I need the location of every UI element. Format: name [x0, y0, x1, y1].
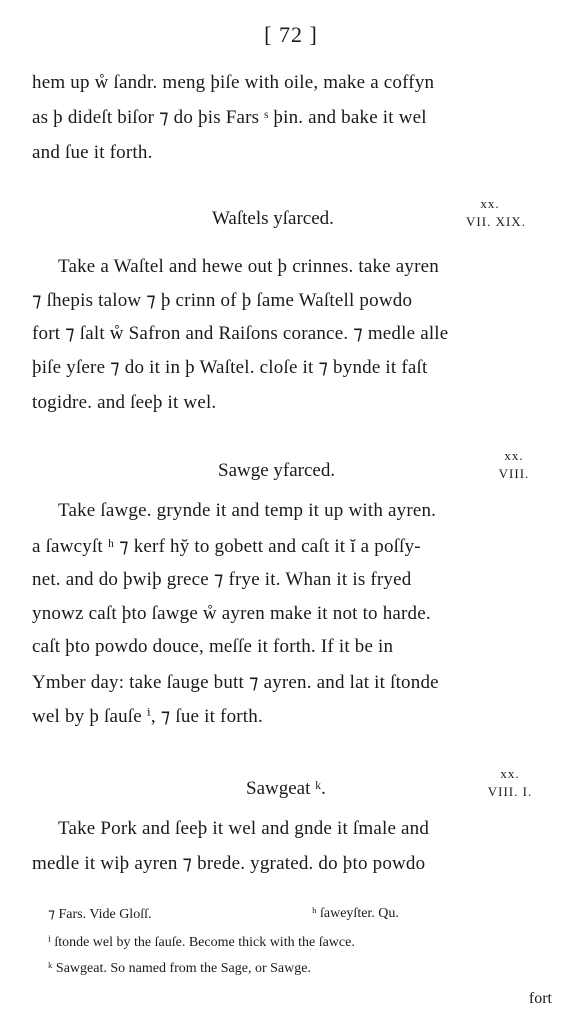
body-line: þiſe yſere ⁊ do it in þ Waſtel. cloſe it ⁊ bynde it faſt [32, 357, 428, 378]
body-line: ⁊ ſhepis talow ⁊ þ crinn of þ ſame Waſtell powdo [32, 290, 413, 311]
recipe-title: Sawge yfarced. [218, 460, 336, 481]
body-line: Take Pork and ſeeþ it wel and gnde it ſmale and [58, 818, 430, 839]
body-line: a ſawcyſt ʰ ⁊ kerf hy̆ to gobett and caſt it ĭ a poſſy- [32, 536, 421, 557]
recipe-number: VIII. I. [487, 784, 533, 799]
body-line: as þ dideſt biſor ⁊ do þis Fars ˢ þin. and bake it wel [32, 107, 427, 128]
body-line: Take ſawge. grynde it and temp it up with ayren. [58, 500, 437, 521]
body-line: and ſue it forth. [32, 142, 153, 163]
recipe-number-top: xx. [504, 448, 524, 463]
body-line: wel by þ ſauſe ⁱ, ⁊ ſue it forth. [32, 706, 263, 727]
body-line: ynowz caſt þto ſawge ẘ ayren make it not to harde. [32, 603, 431, 624]
recipe-number-top: xx. [500, 766, 520, 781]
footnote-k: ᵏ Sawgeat. So named from the Sage, or Sawge. [48, 961, 311, 976]
body-line: Ymber day: take ſauge butt ⁊ ayren. and lat it ſtonde [32, 672, 439, 693]
body-line: togidre. and ſeeþ it wel. [32, 392, 217, 413]
footnote-g: ⁊ Fars. Vide Gloſſ. [48, 907, 152, 922]
body-line: hem up ẘ ſandr. meng þiſe with oile, make a coffyn [32, 72, 435, 93]
body-line: caſt þto powdo douce, meſſe it forth. If it be in [32, 636, 394, 657]
footnote-h: ʰ ſaweyſter. Qu. [312, 906, 399, 921]
recipe-title: Waſtels yſarced. [212, 208, 334, 229]
recipe-number: VIII. [498, 466, 530, 481]
recipe-number: VII. XIX. [466, 214, 526, 229]
body-line: Take a Waſtel and hewe out þ crinnes. take ayren [58, 256, 439, 277]
body-line: fort ⁊ ſalt ẘ Safron and Raiſons corance. ⁊ medle alle [32, 323, 449, 344]
catchword: fort [528, 990, 552, 1007]
recipe-title: Sawgeat ᵏ. [246, 778, 326, 799]
page-number: [ 72 ] [264, 22, 318, 47]
body-line: medle it wiþ ayren ⁊ brede. ygrated. do þto powdo [32, 853, 426, 874]
body-line: net. and do þwiþ grece ⁊ frye it. Whan it is fryed [32, 569, 412, 590]
recipe-number-top: xx. [480, 196, 500, 211]
footnote-i: ⁱ ſtonde wel by the ſauſe. Become thick with the ſawce. [48, 935, 355, 950]
